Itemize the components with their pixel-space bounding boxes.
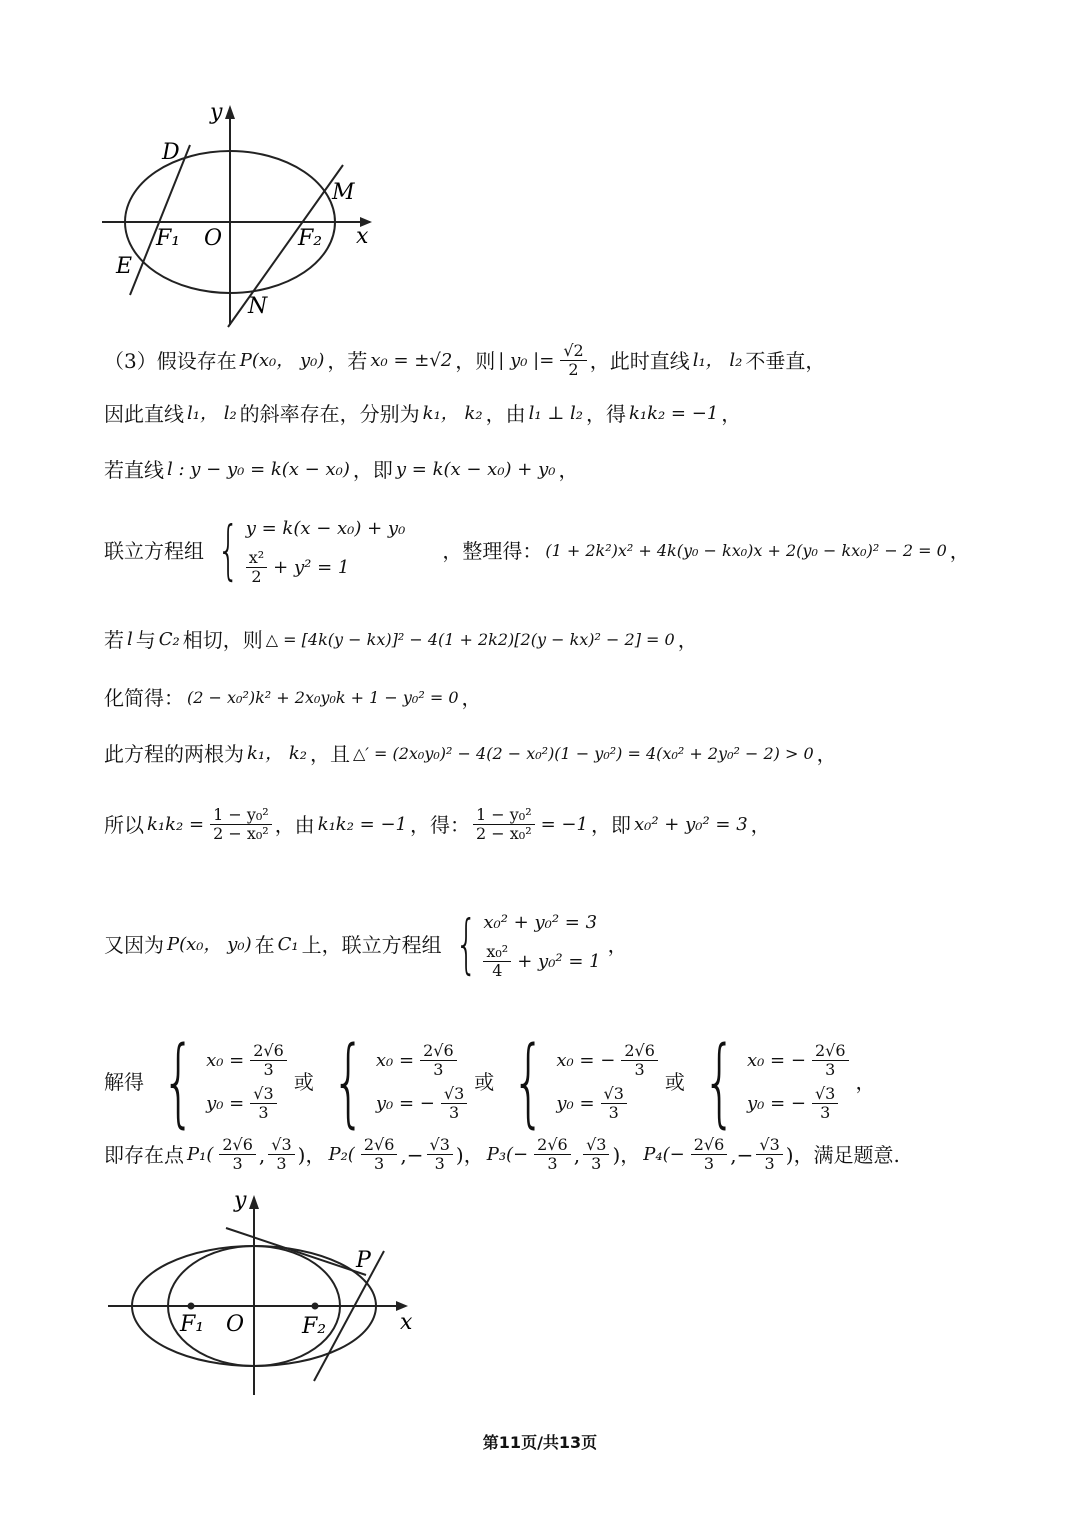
numerator: x² (246, 549, 267, 568)
math-expr: l₁， l₂ (692, 349, 743, 371)
numerator: √3 (812, 1085, 838, 1104)
text: ) (455, 1142, 464, 1167)
text: ，且 (309, 742, 350, 766)
system-row (373, 1082, 470, 1125)
numerator: 2√6 (250, 1042, 287, 1061)
label-f2: F₂ (302, 1314, 327, 1339)
system-row (203, 1039, 290, 1082)
math-expr: k₁， k₂ (422, 403, 483, 424)
numerator: 2√6 (621, 1042, 658, 1061)
math-expr: k₁k₂ = −1 (317, 813, 407, 835)
focus-f2-dot (312, 1303, 319, 1310)
denominator: 3 (276, 1154, 287, 1173)
fraction (560, 342, 586, 379)
text: （3）假设存在 (104, 348, 237, 373)
text: 的斜率存在，分别为 (239, 402, 420, 426)
system-rows (553, 1039, 661, 1125)
fraction (250, 1085, 276, 1122)
numerator: √3 (441, 1085, 467, 1104)
text: 解得 (104, 1070, 144, 1094)
fraction (621, 1042, 658, 1079)
text: ， (620, 1142, 641, 1167)
label-d: D (162, 140, 180, 165)
math-expr: (1 + 2k²)x² + 4k(y₀ − kx₀)x + 2(y₀ − kx₀)² − 2 = 0 (545, 540, 947, 560)
text: 上，联立方程组 (301, 932, 442, 957)
denominator: 3 (433, 1060, 444, 1079)
system-row (373, 1039, 470, 1082)
text-line-1 (104, 342, 825, 379)
text-line-9 (104, 906, 628, 983)
text: ，得 (585, 402, 626, 426)
denominator: 3 (608, 1103, 619, 1122)
text-line-11 (104, 1136, 900, 1173)
denominator: 4 (492, 961, 503, 980)
numerator: 2√6 (420, 1042, 457, 1061)
solution-3 (498, 1026, 661, 1138)
system-row (553, 1039, 661, 1082)
text-line-10 (104, 1026, 876, 1138)
denominator: 3 (634, 1060, 645, 1079)
fraction (427, 1136, 453, 1173)
denominator: 3 (434, 1154, 445, 1173)
left-brace: { (454, 907, 478, 982)
system-rows (203, 1039, 290, 1125)
math-expr: l : y − y₀ = k(x − x₀) (167, 459, 350, 480)
denominator: 3 (591, 1154, 602, 1173)
label-f1: F₁ (156, 226, 181, 251)
denominator: 3 (764, 1154, 775, 1173)
denominator: 3 (374, 1154, 385, 1173)
denominator: 2 − x₀² (476, 824, 532, 843)
label-o: O (204, 226, 223, 251)
text: 在 (254, 932, 275, 957)
math-expr: C₁ (277, 933, 299, 955)
label-f2: F₂ (298, 226, 323, 251)
fraction (483, 943, 511, 980)
fraction (691, 1136, 728, 1173)
text-line-6 (104, 684, 482, 712)
math-expr: = −1 (540, 813, 588, 835)
fraction (361, 1136, 398, 1173)
text: ，得： (410, 812, 470, 837)
text: ) (297, 1142, 306, 1167)
text: ， (607, 932, 628, 957)
text: ， (305, 1142, 326, 1167)
math-expr: k₁， k₂ (247, 743, 307, 764)
left-brace: { (161, 1026, 196, 1138)
fraction (756, 1136, 782, 1173)
numerator: √3 (601, 1085, 627, 1104)
text: ， (949, 538, 970, 563)
label-y: y (234, 1188, 247, 1213)
y-axis-arrow (225, 105, 235, 119)
math-expr: △′ = (2x₀y₀)² − 4(2 − x₀²)(1 − y₀²) = 4(x₀² + 2y₀² − 2) > 0 (352, 744, 814, 763)
math-expr: y₀ = (556, 1092, 595, 1114)
left-brace: { (331, 1026, 366, 1138)
fraction (583, 1136, 609, 1173)
system-row (480, 940, 603, 983)
fraction (250, 1042, 287, 1079)
math-expr: x₀ = (206, 1049, 245, 1071)
math-expr: k₁k₂ = −1 (628, 403, 719, 424)
math-expr: x₀ = (375, 1049, 415, 1071)
numerator: 2√6 (812, 1042, 849, 1061)
denominator: 3 (258, 1103, 269, 1122)
fraction (210, 806, 272, 843)
numerator: 1 − y₀² (210, 806, 272, 825)
denominator: 3 (232, 1154, 243, 1173)
math-expr: x₀ = − (746, 1049, 806, 1071)
fraction (219, 1136, 256, 1173)
math-expr: x₀ = − (556, 1049, 616, 1071)
text: ，若 (327, 348, 368, 373)
denominator: 2 (251, 567, 262, 586)
solution-4 (689, 1026, 852, 1138)
math-expr: y₀ = (206, 1092, 245, 1114)
text: ，即 (352, 458, 393, 482)
fraction (812, 1042, 849, 1079)
numerator: 1 − y₀² (473, 806, 535, 825)
solution-1 (148, 1026, 290, 1138)
system-row (744, 1082, 852, 1125)
label-x: x (400, 1310, 413, 1335)
equation-system (208, 512, 408, 589)
chord-mn (228, 165, 343, 327)
y-axis-arrow (249, 1195, 259, 1209)
denominator: 3 (820, 1103, 831, 1122)
label-o: O (226, 1312, 245, 1337)
numerator: 2√6 (361, 1136, 398, 1155)
text-line-4 (104, 512, 970, 589)
system-row (744, 1039, 852, 1082)
math-expr: + y₀² = 1 (517, 950, 601, 972)
system-row (243, 546, 409, 589)
math-expr: P₃(− (486, 1143, 529, 1165)
text: ，即 (590, 812, 631, 837)
text: ， (721, 402, 742, 426)
math-expr: C₂ (158, 629, 180, 650)
text: 相切，则 (182, 628, 263, 652)
focus-f1-dot (188, 1303, 195, 1310)
text: 此方程的两根为 (104, 742, 244, 766)
text: 若 (104, 628, 124, 652)
fraction (441, 1085, 467, 1122)
fraction (420, 1042, 457, 1079)
numerator: 2√6 (534, 1136, 571, 1155)
text: 所以 (104, 812, 144, 837)
text: 不垂直， (745, 348, 826, 373)
text-line-5 (104, 626, 698, 654)
text: 联立方程组 (104, 538, 204, 563)
text: 因此直线 (104, 402, 184, 426)
fraction (246, 549, 267, 586)
denominator: 3 (825, 1060, 836, 1079)
text: ， (677, 628, 698, 652)
denominator: 3 (448, 1103, 460, 1122)
figure-two-ellipses-tangent (104, 1185, 424, 1400)
numerator: 2√6 (691, 1136, 728, 1155)
math-expr: x₀ = ±√2 (370, 349, 453, 371)
text: ，由 (485, 402, 526, 426)
figure-ellipse-chords (100, 95, 390, 335)
text: ，整理得： (442, 538, 543, 563)
label-y: y (210, 100, 223, 125)
denominator: 3 (263, 1060, 274, 1079)
denominator: 3 (703, 1154, 715, 1173)
math-expr: l₁ ⊥ l₂ (528, 403, 583, 424)
system-row: y = k(x − x₀) + y₀ (245, 518, 406, 539)
text-line-2 (104, 400, 741, 428)
text: ，由 (274, 812, 315, 837)
system-rows (744, 1039, 852, 1125)
text-line-7 (104, 740, 837, 768)
numerator: √3 (427, 1136, 453, 1155)
math-expr: △ = [4k(y − kx)]² − 4(1 + 2k2)[2(y − kx)² − 2] = 0 (265, 630, 675, 649)
text: , (258, 1142, 266, 1167)
system-row: x₀² + y₀² = 3 (483, 912, 598, 933)
text: ,− (400, 1142, 424, 1167)
text: 与 (135, 628, 156, 652)
fraction (473, 806, 535, 843)
math-expr: + y² = 1 (273, 556, 350, 578)
solution-2 (318, 1026, 470, 1138)
text: 即存在点 (104, 1142, 184, 1167)
math-expr: y₀ = − (375, 1092, 435, 1114)
page-number: 第11页/共13页 (482, 1433, 598, 1452)
math-expr: | y₀ |= (498, 349, 555, 371)
math-expr: P(x₀， y₀) (239, 349, 325, 371)
numerator: √2 (560, 342, 586, 361)
fraction (601, 1085, 627, 1122)
numerator: √3 (756, 1136, 782, 1155)
math-expr: y = k(x − x₀) + y₀ (395, 459, 556, 480)
text-line-8 (104, 806, 771, 843)
numerator: √3 (250, 1085, 276, 1104)
label-n: N (248, 294, 268, 319)
label-m: M (332, 180, 355, 205)
fraction (268, 1136, 294, 1173)
math-expr: x₀² + y₀² = 3 (633, 813, 748, 835)
math-expr: l (127, 629, 133, 650)
text: 化简得： (104, 686, 184, 710)
numerator: √3 (268, 1136, 294, 1155)
numerator: √3 (583, 1136, 609, 1155)
fraction (812, 1085, 838, 1122)
text: ， (463, 1142, 484, 1167)
math-expr: y₀ = − (746, 1092, 806, 1114)
left-brace: { (217, 513, 240, 588)
text: , (573, 1142, 581, 1167)
chord-de (130, 145, 190, 295)
text: ，满足题意. (793, 1142, 900, 1167)
math-expr: P₁( (187, 1143, 214, 1165)
label-p: P (356, 1248, 371, 1273)
math-expr: k₁k₂ = (147, 813, 205, 835)
label-e: E (116, 254, 133, 279)
text: ) (612, 1142, 621, 1167)
math-expr: P(x₀， y₀) (167, 933, 252, 955)
denominator: 2 (568, 360, 579, 379)
text: ,− (730, 1142, 754, 1167)
system-row (553, 1082, 661, 1125)
text: ，则 (455, 348, 496, 373)
text: 或 (474, 1070, 495, 1094)
system-rows (243, 512, 409, 589)
text: ， (558, 458, 579, 482)
text: ，此时直线 (589, 348, 690, 373)
label-f1: F₁ (180, 1312, 205, 1337)
text: ， (461, 686, 482, 710)
fraction (534, 1136, 571, 1173)
denominator: 3 (547, 1154, 558, 1173)
label-x: x (356, 224, 369, 249)
left-brace: { (702, 1026, 737, 1138)
system-rows (480, 906, 603, 983)
text-line-3 (104, 456, 578, 484)
denominator: 2 − x₀² (213, 824, 269, 843)
numerator: x₀² (483, 943, 511, 962)
numerator: 2√6 (219, 1136, 256, 1155)
text: ) (785, 1142, 794, 1167)
text: ， (750, 812, 771, 837)
equation-system (446, 906, 604, 983)
text: 若直线 (104, 458, 164, 482)
text: 或 (664, 1070, 685, 1094)
text: 又因为 (104, 932, 164, 957)
text: ， (855, 1070, 876, 1094)
system-rows (373, 1039, 470, 1125)
tangent-line-1 (226, 1228, 366, 1275)
system-row (203, 1082, 290, 1125)
math-expr: l₁， l₂ (187, 403, 237, 424)
math-expr: P₄(− (643, 1143, 685, 1165)
math-expr: (2 − x₀²)k² + 2x₀y₀k + 1 − y₀² = 0 (187, 688, 459, 707)
text: ， (816, 742, 837, 766)
text: 或 (293, 1070, 314, 1094)
left-brace: { (512, 1026, 546, 1138)
math-expr: P₂( (328, 1143, 355, 1165)
